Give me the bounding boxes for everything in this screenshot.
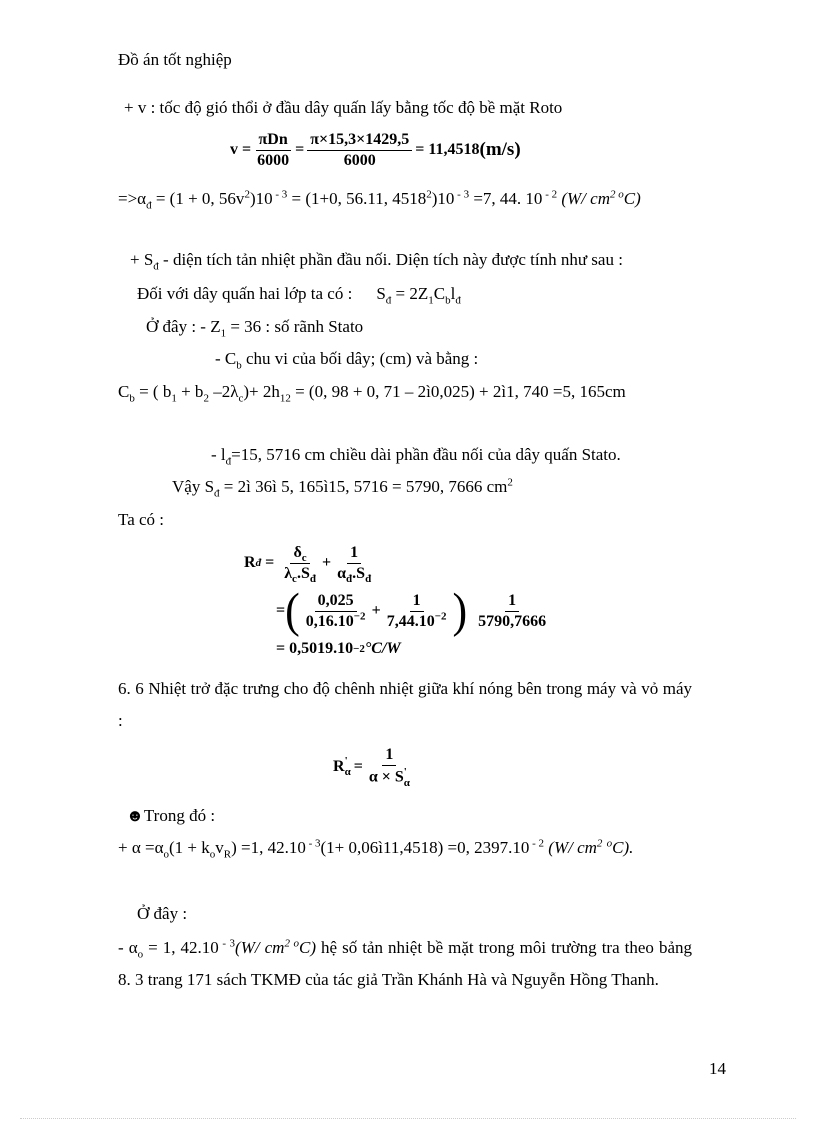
page-bottom-divider bbox=[20, 1118, 796, 1119]
sd-intro: + $S_đ$ - diện tích tản nhiệt phần đầu nối. Diện tích này được tính như sau : bbox=[130, 250, 623, 273]
cb-definition: - $C_b$ chu vi của bối dây; (cm) và bằng : bbox=[215, 349, 479, 372]
velocity-formula: v = $\frac{\text{πDn}}{6000}$ = $\frac{\pi\times 15,3\times 1429,5}{6000}$ = 11,4518 (m/s) bbox=[230, 130, 521, 169]
ta-co: Ta có : bbox=[118, 510, 165, 529]
trong-do: ☻Trong đó : bbox=[126, 806, 216, 825]
r-formula: R đ = $\frac{\delta_c}{\lambda_c.S_đ}$ + $\frac{1}{\alpha_đ.S_đ}$ = ( $\frac{0,025}{0,16.10^{-2}}$ + $\frac{1}{7,44.10^{-2}}$ ) $\frac{1}{5790,7666}$ = 0,5019.10 −2 °C/W bbox=[244, 540, 552, 662]
smiley-bullet-icon: ☻ bbox=[126, 806, 144, 825]
sd-result: Vậy $S_đ$ = 2ì 36ì 5, 165ì15, 5716 = 5790, 7666 $cm^2$ bbox=[172, 476, 513, 500]
r-formula-result: = 0,5019.10 −2 °C/W bbox=[276, 640, 401, 657]
alpha-o-paragraph: - $\alpha_o = 1$, 42.10 $^{- 3}$(W/ $cm^{2 o}C$) hệ số tản nhiệt bề mặt trong môi trường tra theo bảng 8. 3 trang 171 sách TKMĐ của tác giả Trần Khánh Hà và Nguyễn Hồng Thanh. bbox=[118, 937, 692, 989]
z1-line: Ở đây : - $Z_1 = 36$ : số rãnh Stato bbox=[146, 317, 364, 340]
alpha-d-paragraph: $=>\alpha_đ = (1 + 0$, $56v^2)10$ $^{- 3}$ = (1+0, 56.11, 4518$^2$)10 $^{- 3}$ =7, 44. 10 $^{- 2}$ (W/ $cm^{2 o}C$) bbox=[118, 188, 641, 212]
cb-formula: $C_b$ = ( $b_1 + b_2$ $-2\lambda_c)+ 2h_{12} = (0$, 98 + 0, 71 – 2ì0,025) + 2ì1, 740 =5, 165cm bbox=[118, 382, 626, 405]
velocity-definition: + v : tốc độ gió thổi ở đầu dây quấn lấy bằng tốc độ bề mặt Roto bbox=[124, 98, 563, 117]
document-header: Đồ án tốt nghiệp bbox=[118, 50, 232, 69]
ld-line: - $l_đ=15$, 5716 cm chiều dài phần đầu nối của dây quấn Stato. bbox=[211, 445, 621, 468]
page-number: 14 bbox=[709, 1059, 726, 1078]
r-alpha-formula: R ' α = 1 α × S ' α bbox=[333, 745, 410, 789]
section-6-6: 6. 6 Nhiệt trở đặc trưng cho độ chênh nhiệt giữa khí nóng bên trong máy và vỏ máy : bbox=[118, 679, 692, 730]
o-day: Ở đây : bbox=[137, 904, 188, 923]
sd-formula-line: Đối với dây quấn hai lớp ta có : $S_đ = 2Z_1C_bl_đ$ bbox=[137, 284, 461, 307]
alpha-formula-paragraph: + $\alpha =\alpha_o(1 + k_ov_R) =1$, 42.10 $^{- 3}$(1+ 0,06ì11,4518) =0, 2397.10 $^{- 2}$ (W/ $cm^2$ $^o$C). bbox=[118, 837, 634, 861]
